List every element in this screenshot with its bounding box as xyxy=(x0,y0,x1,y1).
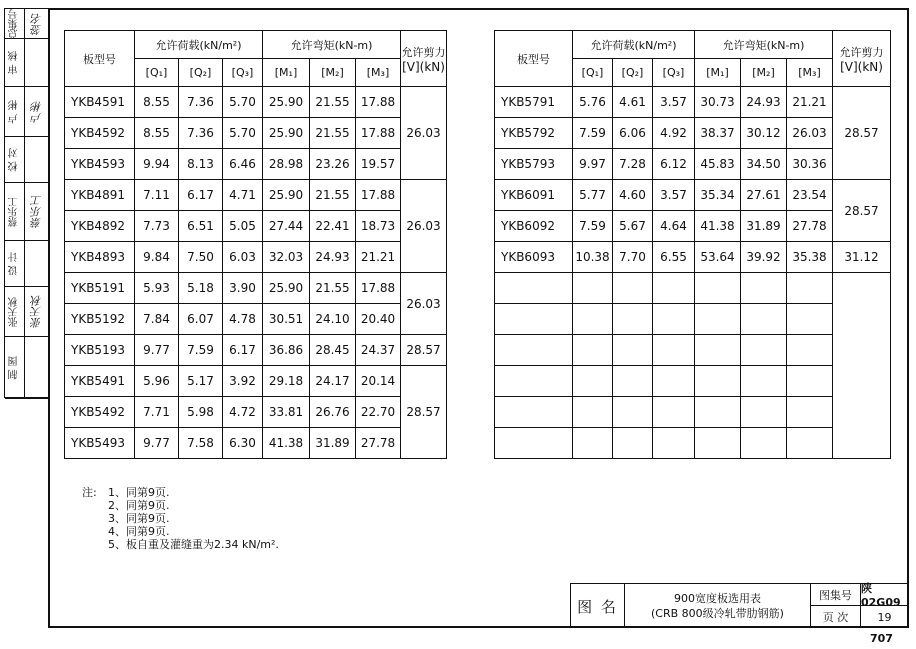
moment-cell: 24.93 xyxy=(310,242,356,273)
load-cell: 7.11 xyxy=(135,180,179,211)
empty-cell xyxy=(741,335,787,366)
note-item: 注: 1、同第9页. xyxy=(82,486,170,499)
empty-row xyxy=(495,304,891,335)
notes-prefix: 注: xyxy=(82,486,97,499)
moment-cell: 21.55 xyxy=(310,118,356,149)
load-cell: 5.05 xyxy=(223,211,263,242)
load-cell: 5.70 xyxy=(223,87,263,118)
empty-row xyxy=(495,335,891,366)
empty-cell xyxy=(613,397,653,428)
moment-cell: 30.12 xyxy=(741,118,787,149)
empty-cell xyxy=(613,273,653,304)
moment-cell: 24.37 xyxy=(356,335,401,366)
board-type-cell: YKB6091 xyxy=(495,180,573,211)
sidebar-role-label: 校 对 xyxy=(5,137,25,182)
board-type-cell: YKB4591 xyxy=(65,87,135,118)
empty-cell xyxy=(653,397,695,428)
header-load: 允许荷载(kN/m²) xyxy=(135,31,263,59)
drawing-title-line1: 900宽度板选用表 xyxy=(674,592,761,605)
load-cell: 4.92 xyxy=(653,118,695,149)
board-type-cell: YKB4593 xyxy=(65,149,135,180)
moment-cell: 41.38 xyxy=(695,211,741,242)
right-selection-table xyxy=(494,30,891,459)
table-row xyxy=(65,149,447,180)
table-row xyxy=(65,335,447,366)
table-row xyxy=(495,87,891,118)
load-cell: 6.46 xyxy=(223,149,263,180)
empty-cell xyxy=(787,366,833,397)
load-cell: 6.03 xyxy=(223,242,263,273)
board-type-cell: YKB5793 xyxy=(495,149,573,180)
moment-cell: 26.03 xyxy=(787,118,833,149)
header-shear-title: 允许剪力 xyxy=(839,45,884,59)
header-moment: 允许弯矩(kN-m) xyxy=(695,31,833,59)
sidebar-row xyxy=(5,287,48,337)
sidebar-role-label: 卢 彬 xyxy=(5,87,25,136)
empty-cell xyxy=(695,366,741,397)
moment-cell: 53.64 xyxy=(695,242,741,273)
sidebar-row xyxy=(5,9,48,39)
load-cell: 6.06 xyxy=(613,118,653,149)
load-cell: 9.84 xyxy=(135,242,179,273)
load-cell: 5.67 xyxy=(613,211,653,242)
empty-cell xyxy=(833,273,891,459)
note-item: 5、板自重及灌缝重为2.34 kN/m². xyxy=(108,538,279,551)
table-row xyxy=(65,304,447,335)
empty-cell xyxy=(695,428,741,459)
empty-cell xyxy=(741,397,787,428)
load-cell: 5.18 xyxy=(179,273,223,304)
moment-cell: 32.03 xyxy=(263,242,310,273)
sidebar-row xyxy=(5,337,48,399)
board-type-cell: YKB4892 xyxy=(65,211,135,242)
title-block xyxy=(570,583,909,628)
empty-cell xyxy=(653,304,695,335)
moment-cell: 27.44 xyxy=(263,211,310,242)
header-q2: [Q₂] xyxy=(613,59,653,87)
shear-cell: 26.03 xyxy=(401,273,447,335)
header-moment: 允许弯矩(kN-m) xyxy=(263,31,401,59)
board-type-cell: YKB5192 xyxy=(65,304,135,335)
board-type-cell: YKB5193 xyxy=(65,335,135,366)
moment-cell: 29.18 xyxy=(263,366,310,397)
load-cell: 7.28 xyxy=(613,149,653,180)
title-label: 图 名 xyxy=(571,584,625,628)
table-row xyxy=(495,242,891,273)
load-cell: 8.55 xyxy=(135,118,179,149)
board-type-cell: YKB4893 xyxy=(65,242,135,273)
moment-cell: 24.93 xyxy=(741,87,787,118)
sidebar-row xyxy=(5,87,48,137)
moment-cell: 39.92 xyxy=(741,242,787,273)
page-number: 707 xyxy=(870,632,893,645)
sidebar-signature xyxy=(25,39,48,86)
load-cell: 4.72 xyxy=(223,397,263,428)
moment-cell: 17.88 xyxy=(356,180,401,211)
empty-cell xyxy=(695,397,741,428)
shear-cell: 28.57 xyxy=(401,366,447,459)
table-row xyxy=(65,211,447,242)
load-cell: 4.78 xyxy=(223,304,263,335)
load-cell: 5.93 xyxy=(135,273,179,304)
moment-cell: 34.50 xyxy=(741,149,787,180)
load-cell: 6.07 xyxy=(179,304,223,335)
empty-cell xyxy=(653,428,695,459)
load-cell: 5.17 xyxy=(179,366,223,397)
shear-cell: 28.57 xyxy=(401,335,447,366)
load-cell: 9.77 xyxy=(135,335,179,366)
empty-row xyxy=(495,366,891,397)
empty-row xyxy=(495,273,891,304)
moment-cell: 17.88 xyxy=(356,273,401,304)
load-cell: 7.59 xyxy=(573,211,613,242)
moment-cell: 21.55 xyxy=(310,87,356,118)
load-cell: 10.38 xyxy=(573,242,613,273)
moment-cell: 20.40 xyxy=(356,304,401,335)
moment-cell: 30.73 xyxy=(695,87,741,118)
header-m1: [M₁] xyxy=(695,59,741,87)
moment-cell: 25.90 xyxy=(263,273,310,304)
sidebar-role-label: 蔡乐工 xyxy=(5,183,25,240)
moment-cell: 18.73 xyxy=(356,211,401,242)
moment-cell: 28.45 xyxy=(310,335,356,366)
sidebar-role-label: 总集号 xyxy=(5,9,25,38)
empty-cell xyxy=(573,366,613,397)
moment-cell: 25.90 xyxy=(263,180,310,211)
shear-cell: 26.03 xyxy=(401,87,447,180)
empty-cell xyxy=(653,335,695,366)
table-row xyxy=(495,180,891,211)
header-type: 板型号 xyxy=(495,31,573,87)
moment-cell: 26.76 xyxy=(310,397,356,428)
sidebar-row xyxy=(5,39,48,87)
table-row xyxy=(65,366,447,397)
table-row xyxy=(65,428,447,459)
moment-cell: 17.88 xyxy=(356,118,401,149)
sidebar-signature: 签名 xyxy=(29,12,43,35)
empty-row xyxy=(495,428,891,459)
table-row xyxy=(65,397,447,428)
sidebar-role-label: 审 核 xyxy=(5,39,25,86)
table-row xyxy=(495,211,891,242)
header-shear-unit: [V](kN) xyxy=(840,59,883,74)
header-shear xyxy=(401,31,447,87)
header-m2: [M₂] xyxy=(741,59,787,87)
header-q2: [Q₂] xyxy=(179,59,223,87)
empty-cell xyxy=(573,304,613,335)
moment-cell: 41.38 xyxy=(263,428,310,459)
sidebar-signature: 卢彬 xyxy=(29,100,43,123)
table-row xyxy=(65,180,447,211)
load-cell: 6.55 xyxy=(653,242,695,273)
header-q3: [Q₃] xyxy=(653,59,695,87)
sidebar-signature xyxy=(25,137,48,182)
page-value: 19 xyxy=(861,606,909,628)
header-type: 板型号 xyxy=(65,31,135,87)
table-row xyxy=(65,87,447,118)
sidebar-signature xyxy=(25,337,48,398)
drawing-title-line2: (CRB 800级冷轧带肋钢筋) xyxy=(651,607,784,620)
load-cell: 9.97 xyxy=(573,149,613,180)
load-cell: 7.71 xyxy=(135,397,179,428)
sidebar-row xyxy=(5,241,48,287)
moment-cell: 24.10 xyxy=(310,304,356,335)
sidebar-row xyxy=(5,183,48,241)
load-cell: 6.51 xyxy=(179,211,223,242)
header-q3: [Q₃] xyxy=(223,59,263,87)
page-label: 页 次 xyxy=(811,606,861,628)
empty-cell xyxy=(695,304,741,335)
table-row xyxy=(65,242,447,273)
table-row xyxy=(65,118,447,149)
moment-cell: 27.78 xyxy=(787,211,833,242)
moment-cell: 19.57 xyxy=(356,149,401,180)
drawing-title xyxy=(625,584,811,628)
load-cell: 5.98 xyxy=(179,397,223,428)
board-type-cell: YKB4891 xyxy=(65,180,135,211)
board-type-cell: YKB5493 xyxy=(65,428,135,459)
empty-cell xyxy=(695,335,741,366)
moment-cell: 22.41 xyxy=(310,211,356,242)
sidebar-signature xyxy=(25,241,48,286)
shear-cell: 28.57 xyxy=(833,180,891,242)
note-item: 3、同第9页. xyxy=(108,512,170,525)
load-cell: 5.70 xyxy=(223,118,263,149)
note-item: 4、同第9页. xyxy=(108,525,170,538)
empty-cell xyxy=(573,273,613,304)
empty-cell xyxy=(613,335,653,366)
load-cell: 9.77 xyxy=(135,428,179,459)
moment-cell: 33.81 xyxy=(263,397,310,428)
empty-cell xyxy=(653,273,695,304)
moment-cell: 35.34 xyxy=(695,180,741,211)
notes xyxy=(82,486,279,551)
table-row xyxy=(495,118,891,149)
header-m2: [M₂] xyxy=(310,59,356,87)
moment-cell: 21.55 xyxy=(310,273,356,304)
load-cell: 4.61 xyxy=(613,87,653,118)
moment-cell: 28.98 xyxy=(263,149,310,180)
moment-cell: 24.17 xyxy=(310,366,356,397)
moment-cell: 31.89 xyxy=(741,211,787,242)
empty-cell xyxy=(613,366,653,397)
load-cell: 7.36 xyxy=(179,118,223,149)
board-type-cell: YKB5491 xyxy=(65,366,135,397)
load-cell: 5.96 xyxy=(135,366,179,397)
load-cell: 7.73 xyxy=(135,211,179,242)
empty-cell xyxy=(787,428,833,459)
table-row xyxy=(495,149,891,180)
board-type-cell: YKB5792 xyxy=(495,118,573,149)
header-q1: [Q₁] xyxy=(135,59,179,87)
sidebar-row xyxy=(5,137,48,183)
moment-cell: 21.21 xyxy=(787,87,833,118)
moment-cell: 45.83 xyxy=(695,149,741,180)
empty-cell xyxy=(695,273,741,304)
board-type-cell: YKB6092 xyxy=(495,211,573,242)
load-cell: 4.71 xyxy=(223,180,263,211)
sidebar-role-label: 张天秋 xyxy=(5,287,25,336)
moment-cell: 30.51 xyxy=(263,304,310,335)
empty-cell xyxy=(741,304,787,335)
load-cell: 7.84 xyxy=(135,304,179,335)
header-shear xyxy=(833,31,891,87)
sidebar-role-label: 制 图 xyxy=(5,337,25,398)
empty-cell xyxy=(787,273,833,304)
empty-cell xyxy=(787,397,833,428)
header-load: 允许荷载(kN/m²) xyxy=(573,31,695,59)
moment-cell: 27.61 xyxy=(741,180,787,211)
board-type-cell: YKB6093 xyxy=(495,242,573,273)
board-type-cell: YKB5492 xyxy=(65,397,135,428)
empty-cell xyxy=(573,335,613,366)
empty-cell xyxy=(787,304,833,335)
empty-cell xyxy=(495,304,573,335)
load-cell: 7.50 xyxy=(179,242,223,273)
sidebar-signature: 蔡乐工 xyxy=(29,195,43,228)
load-cell: 6.30 xyxy=(223,428,263,459)
header-shear-unit: [V](kN) xyxy=(402,59,445,74)
load-cell: 3.92 xyxy=(223,366,263,397)
empty-cell xyxy=(741,366,787,397)
empty-cell xyxy=(741,273,787,304)
board-type-cell: YKB4592 xyxy=(65,118,135,149)
moment-cell: 36.86 xyxy=(263,335,310,366)
load-cell: 7.36 xyxy=(179,87,223,118)
load-cell: 6.17 xyxy=(179,180,223,211)
header-m3: [M₃] xyxy=(787,59,833,87)
load-cell: 7.59 xyxy=(179,335,223,366)
load-cell: 3.57 xyxy=(653,87,695,118)
empty-cell xyxy=(653,366,695,397)
atlas-label: 图集号 xyxy=(811,584,861,606)
moment-cell: 25.90 xyxy=(263,87,310,118)
load-cell: 4.60 xyxy=(613,180,653,211)
board-type-cell: YKB5791 xyxy=(495,87,573,118)
load-cell: 8.55 xyxy=(135,87,179,118)
moment-cell: 20.14 xyxy=(356,366,401,397)
empty-cell xyxy=(613,428,653,459)
approval-sidebar xyxy=(4,8,48,398)
atlas-value: 陕02G09 xyxy=(861,584,909,606)
header-shear-title: 允许剪力 xyxy=(401,45,446,59)
empty-cell xyxy=(495,366,573,397)
moment-cell: 23.26 xyxy=(310,149,356,180)
shear-cell: 26.03 xyxy=(401,180,447,273)
load-cell: 7.70 xyxy=(613,242,653,273)
empty-row xyxy=(495,397,891,428)
load-cell: 5.76 xyxy=(573,87,613,118)
shear-cell: 28.57 xyxy=(833,87,891,180)
empty-cell xyxy=(495,397,573,428)
empty-cell xyxy=(573,428,613,459)
moment-cell: 35.38 xyxy=(787,242,833,273)
load-cell: 5.77 xyxy=(573,180,613,211)
moment-cell: 30.36 xyxy=(787,149,833,180)
note-item: 2、同第9页. xyxy=(108,499,170,512)
empty-cell xyxy=(495,273,573,304)
sidebar-signature: 张天秋 xyxy=(29,295,43,328)
moment-cell: 17.88 xyxy=(356,87,401,118)
load-cell: 4.64 xyxy=(653,211,695,242)
empty-cell xyxy=(495,335,573,366)
empty-cell xyxy=(495,428,573,459)
empty-cell xyxy=(613,304,653,335)
moment-cell: 22.70 xyxy=(356,397,401,428)
load-cell: 7.58 xyxy=(179,428,223,459)
shear-cell: 31.12 xyxy=(833,242,891,273)
empty-cell xyxy=(787,335,833,366)
left-selection-table xyxy=(64,30,447,459)
header-q1: [Q₁] xyxy=(573,59,613,87)
load-cell: 9.94 xyxy=(135,149,179,180)
moment-cell: 31.89 xyxy=(310,428,356,459)
sidebar-role-label: 设 计 xyxy=(5,241,25,286)
load-cell: 8.13 xyxy=(179,149,223,180)
moment-cell: 21.21 xyxy=(356,242,401,273)
load-cell: 6.12 xyxy=(653,149,695,180)
load-cell: 7.59 xyxy=(573,118,613,149)
header-m3: [M₃] xyxy=(356,59,401,87)
table-row xyxy=(65,273,447,304)
empty-cell xyxy=(573,397,613,428)
header-m1: [M₁] xyxy=(263,59,310,87)
board-type-cell: YKB5191 xyxy=(65,273,135,304)
moment-cell: 23.54 xyxy=(787,180,833,211)
load-cell: 3.57 xyxy=(653,180,695,211)
empty-cell xyxy=(741,428,787,459)
load-cell: 3.90 xyxy=(223,273,263,304)
moment-cell: 21.55 xyxy=(310,180,356,211)
moment-cell: 25.90 xyxy=(263,118,310,149)
load-cell: 6.17 xyxy=(223,335,263,366)
moment-cell: 27.78 xyxy=(356,428,401,459)
moment-cell: 38.37 xyxy=(695,118,741,149)
